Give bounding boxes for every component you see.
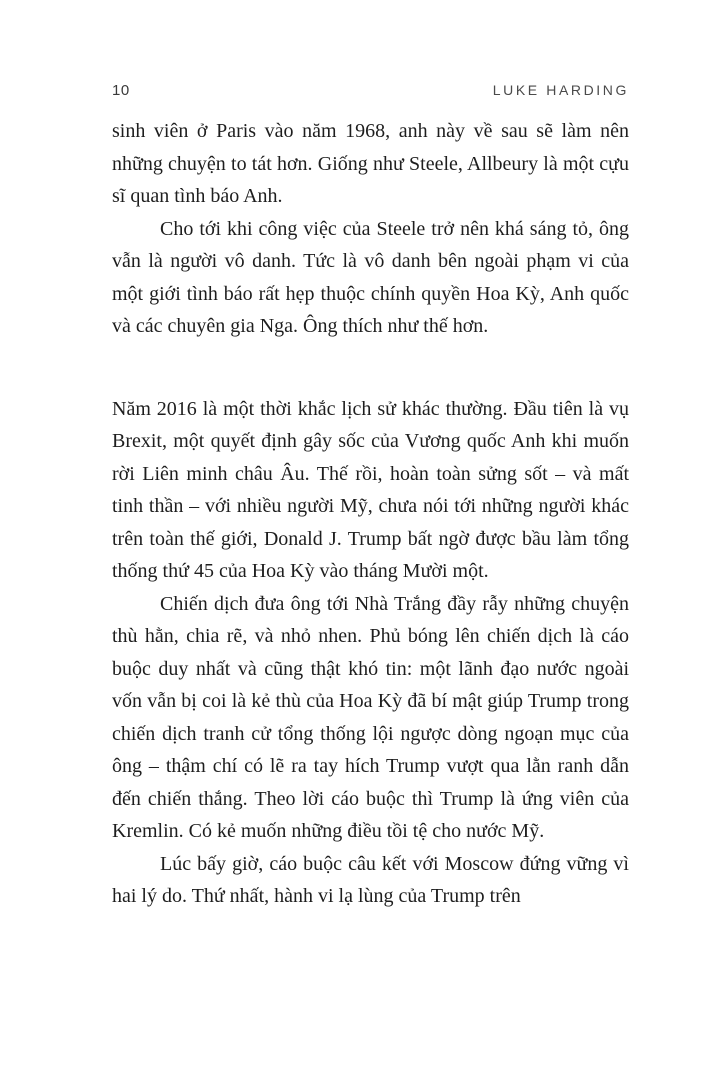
paragraph: Chiến dịch đưa ông tới Nhà Trắng đầy rẫy những chuyện thù hằn, chia rẽ, và nhỏ nhen. Phủ bóng lên chiến dịch là cáo buộc duy nhất và cũng thật khó tin: một lãnh đạo nước ngoài vốn vẫn bị coi là kẻ thù của Hoa Kỳ đã bí mật giúp Trump trong chiến dịch tranh cử tổng thống lội ngược dòng ngoạn mục của ông – thậm chí có lẽ ra tay hích Trump vượt qua lằn ranh dẫn đến chiến thắng. Theo lời cáo buộc thì Trump là ứng viên của Kremlin. Có kẻ muốn những điều tồi tệ cho nước Mỹ.	[112, 592, 629, 842]
paragraph: Lúc bấy giờ, cáo buộc câu kết với Moscow đứng vững vì hai lý do. Thứ nhất, hành vi lạ lùng của Trump trên	[112, 852, 629, 907]
page-number: 10	[112, 82, 130, 99]
paragraph: Cho tới khi công việc của Steele trở nên khá sáng tỏ, ông vẫn là người vô danh. Tức là vô danh bên ngoài phạm vi của một giới tình báo rất hẹp thuộc chính quyền Hoa Kỳ, Anh quốc và các chuyên gia Nga. Ông thích như thế hơn.	[112, 217, 629, 337]
paragraph: Năm 2016 là một thời khắc lịch sử khác thường. Đầu tiên là vụ Brexit, một quyết định gây sốc của Vương quốc Anh khi muốn rời Liên minh châu Âu. Thế rồi, hoàn toàn sửng sốt – và mất tinh thần – với nhiều người Mỹ, chưa nói tới những người khác trên toàn thế giới, Donald J. Trump bất ngờ được bầu làm tổng thống thứ 45 của Hoa Kỳ vào tháng Mười một.	[112, 397, 629, 582]
body-text	[112, 115, 629, 913]
running-head-author: LUKE HARDING	[492, 82, 629, 98]
page-header	[112, 80, 629, 101]
paragraph: sinh viên ở Paris vào năm 1968, anh này về sau sẽ làm nên những chuyện to tát hơn. Giống như Steele, Allbeury là một cựu sĩ quan tình báo Anh.	[112, 120, 629, 207]
